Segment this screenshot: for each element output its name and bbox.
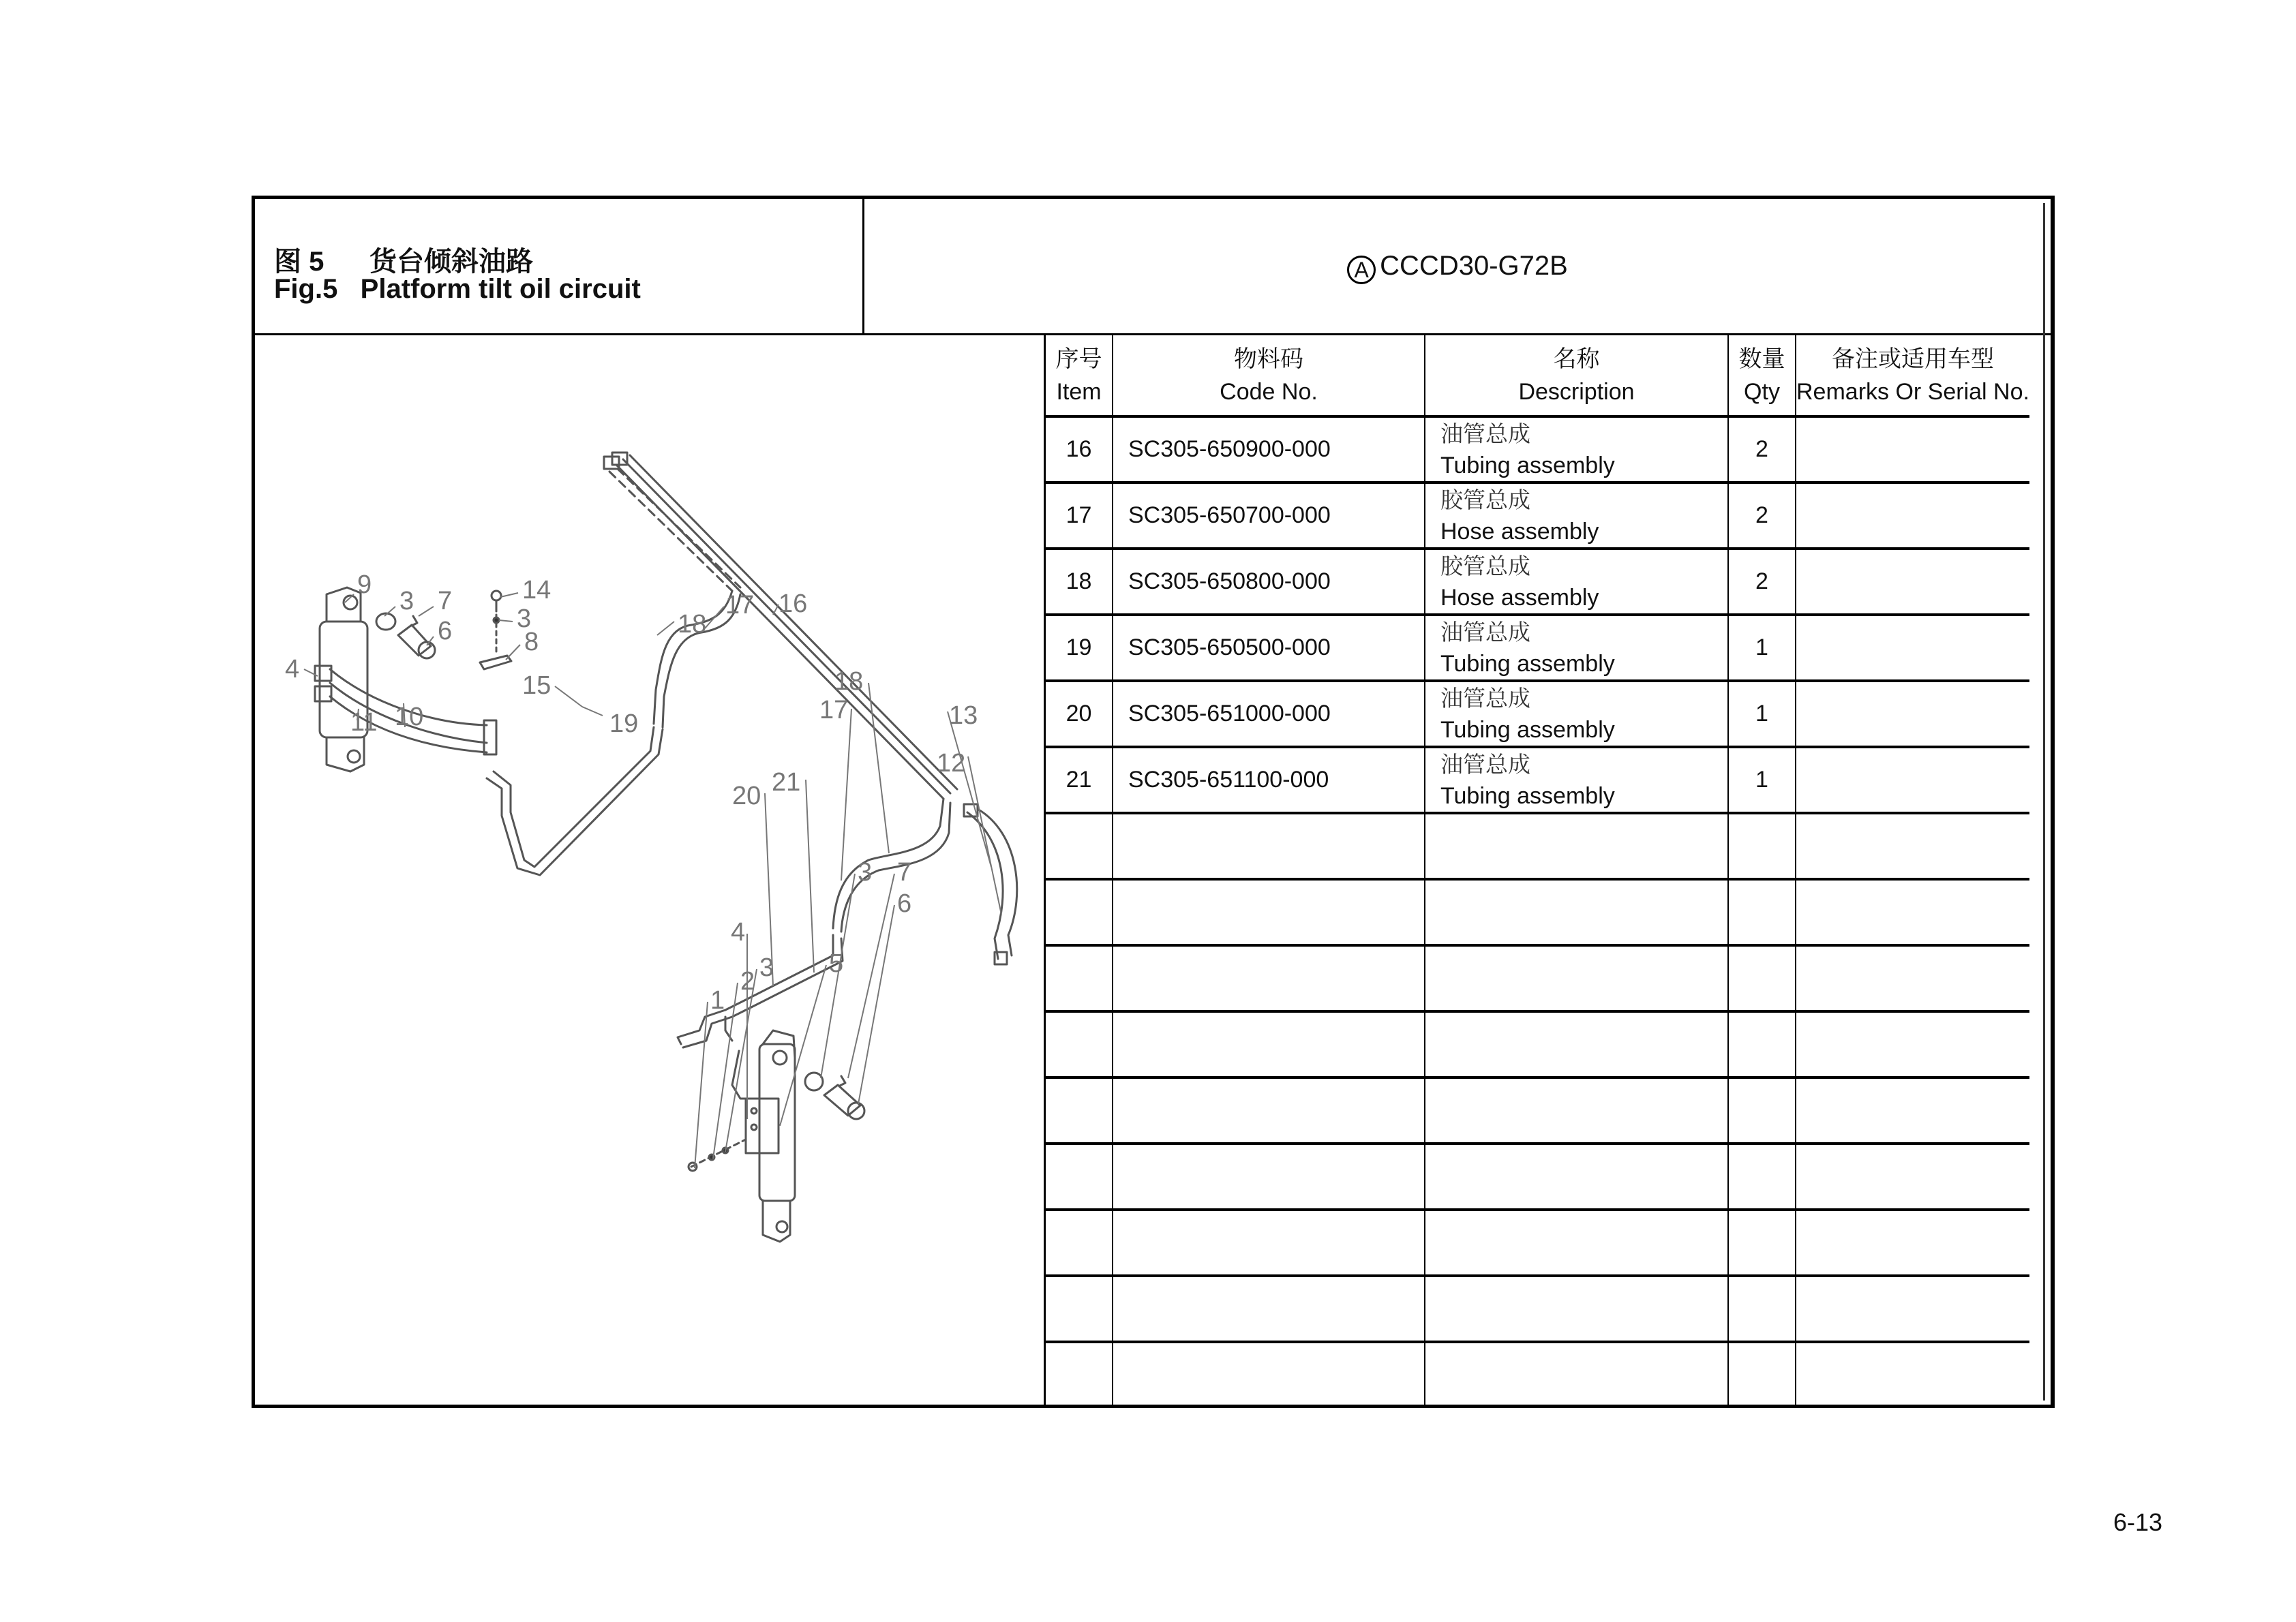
remarks-cell <box>1796 1144 2029 1210</box>
code-cell: SC305-650500-000 <box>1113 615 1425 681</box>
callout-1: 1 <box>710 986 725 1015</box>
callout-12: 12 <box>937 749 966 778</box>
figure-title-cn: 图 5 货台倾斜油路 <box>274 247 534 277</box>
callout-3: 3 <box>399 587 414 615</box>
code-cell <box>1113 945 1425 1011</box>
desc-cell: 油管总成 Tubing assembly <box>1425 747 1728 813</box>
desc-cell <box>1425 1276 1728 1342</box>
code-cell <box>1113 1144 1425 1210</box>
figure-title-en: Fig.5 Platform tilt oil circuit <box>274 274 641 304</box>
parts-page-frame <box>252 196 2055 1408</box>
qty-cell: 1 <box>1728 615 1796 681</box>
qty-cell <box>1728 1342 1796 1407</box>
callout-18: 18 <box>678 610 707 639</box>
remarks-cell <box>1796 879 2029 945</box>
qty-cell <box>1728 1077 1796 1144</box>
item-cell: 17 <box>1045 483 1113 549</box>
exploded-diagram <box>255 335 1044 1405</box>
callout-6: 6 <box>897 889 912 918</box>
table-row <box>1045 879 2029 945</box>
item-cell: 21 <box>1045 747 1113 813</box>
callout-9: 9 <box>357 570 372 599</box>
qty-cell <box>1728 813 1796 879</box>
remarks-cell <box>1796 1342 2029 1407</box>
oil-circuit-drawing-icon <box>255 335 1044 1405</box>
page-number: 6-13 <box>2113 1508 2163 1536</box>
col-qty-header: 数量 Qty <box>1728 335 1796 416</box>
qty-cell: 2 <box>1728 416 1796 483</box>
col-remarks-header: 备注或适用车型 Remarks Or Serial No. <box>1796 335 2029 416</box>
col-desc-header: 名称 Description <box>1425 335 1728 416</box>
desc-cell <box>1425 1077 1728 1144</box>
callout-18: 18 <box>834 667 864 696</box>
table-row <box>1045 1144 2029 1210</box>
desc-cell: 胶管总成 Hose assembly <box>1425 549 1728 615</box>
table-row <box>1045 615 2029 681</box>
callout-4: 4 <box>731 918 746 947</box>
code-cell <box>1113 1011 1425 1077</box>
desc-cell: 油管总成 Tubing assembly <box>1425 416 1728 483</box>
model-code-text: CCCD30-G72B <box>1380 251 1568 281</box>
callout-7: 7 <box>897 858 912 887</box>
callout-15: 15 <box>522 671 552 700</box>
parts-list-table <box>1044 335 2029 1407</box>
code-cell <box>1113 1276 1425 1342</box>
item-cell: 19 <box>1045 615 1113 681</box>
item-cell: 18 <box>1045 549 1113 615</box>
qty-cell <box>1728 945 1796 1011</box>
code-cell: SC305-650800-000 <box>1113 549 1425 615</box>
table-row <box>1045 483 2029 549</box>
callout-7: 7 <box>438 587 453 615</box>
remarks-cell <box>1796 549 2029 615</box>
callout-labels <box>285 570 978 1015</box>
circled-a-icon: A <box>1347 256 1376 284</box>
callout-3: 3 <box>517 605 532 633</box>
table-row <box>1045 681 2029 747</box>
callout-8: 8 <box>524 628 539 656</box>
qty-cell <box>1728 1011 1796 1077</box>
callout-10: 10 <box>395 703 424 731</box>
desc-cell <box>1425 945 1728 1011</box>
remarks-cell <box>1796 747 2029 813</box>
desc-cell <box>1425 1144 1728 1210</box>
table-row <box>1045 945 2029 1011</box>
callout-13: 13 <box>949 701 978 730</box>
table-header-row <box>1045 335 2029 416</box>
callout-3: 3 <box>759 953 774 982</box>
item-cell <box>1045 1077 1113 1144</box>
table-row <box>1045 1077 2029 1144</box>
remarks-cell <box>1796 945 2029 1011</box>
remarks-cell <box>1796 1210 2029 1276</box>
code-cell: SC305-650900-000 <box>1113 416 1425 483</box>
item-cell: 20 <box>1045 681 1113 747</box>
qty-cell <box>1728 879 1796 945</box>
callout-2: 2 <box>740 967 755 996</box>
callout-14: 14 <box>522 576 552 605</box>
item-cell <box>1045 813 1113 879</box>
desc-cell <box>1425 1011 1728 1077</box>
desc-cell: 油管总成 Tubing assembly <box>1425 615 1728 681</box>
col-item-header: 序号 Item <box>1045 335 1113 416</box>
desc-cell <box>1425 879 1728 945</box>
callout-17: 17 <box>725 591 755 619</box>
item-cell: 16 <box>1045 416 1113 483</box>
code-cell <box>1113 1210 1425 1276</box>
item-cell <box>1045 1342 1113 1407</box>
item-cell <box>1045 1144 1113 1210</box>
code-cell <box>1113 879 1425 945</box>
callout-21: 21 <box>772 768 801 797</box>
remarks-cell <box>1796 416 2029 483</box>
item-cell <box>1045 1276 1113 1342</box>
callout-19: 19 <box>609 709 639 738</box>
model-code <box>864 251 2051 284</box>
desc-cell <box>1425 1342 1728 1407</box>
callout-5: 5 <box>829 949 844 978</box>
model-code-cell <box>864 199 2051 335</box>
remarks-cell <box>1796 615 2029 681</box>
table-row <box>1045 813 2029 879</box>
desc-cell <box>1425 1210 1728 1276</box>
callout-4: 4 <box>285 655 300 684</box>
item-cell <box>1045 1011 1113 1077</box>
qty-cell: 2 <box>1728 549 1796 615</box>
item-cell <box>1045 945 1113 1011</box>
table-row <box>1045 416 2029 483</box>
table-row <box>1045 1011 2029 1077</box>
remarks-cell <box>1796 1077 2029 1144</box>
qty-cell <box>1728 1276 1796 1342</box>
remarks-cell <box>1796 1011 2029 1077</box>
table-row <box>1045 549 2029 615</box>
desc-cell <box>1425 813 1728 879</box>
remarks-cell <box>1796 813 2029 879</box>
desc-cell: 胶管总成 Hose assembly <box>1425 483 1728 549</box>
qty-cell <box>1728 1144 1796 1210</box>
callout-3: 3 <box>858 858 873 887</box>
callout-20: 20 <box>732 782 761 810</box>
remarks-cell <box>1796 1276 2029 1342</box>
qty-cell <box>1728 1210 1796 1276</box>
qty-cell: 2 <box>1728 483 1796 549</box>
table-row <box>1045 1276 2029 1342</box>
qty-cell: 1 <box>1728 747 1796 813</box>
code-cell <box>1113 1342 1425 1407</box>
item-cell <box>1045 879 1113 945</box>
table-row <box>1045 1342 2029 1407</box>
figure-title-cell <box>255 199 864 335</box>
qty-cell: 1 <box>1728 681 1796 747</box>
callout-11: 11 <box>350 708 378 737</box>
code-cell: SC305-651000-000 <box>1113 681 1425 747</box>
callout-17: 17 <box>819 696 849 724</box>
code-cell <box>1113 1077 1425 1144</box>
code-cell: SC305-650700-000 <box>1113 483 1425 549</box>
col-code-header: 物料码 Code No. <box>1113 335 1425 416</box>
callout-6: 6 <box>438 617 453 645</box>
table-row <box>1045 747 2029 813</box>
desc-cell: 油管总成 Tubing assembly <box>1425 681 1728 747</box>
callout-16: 16 <box>779 590 808 618</box>
table-row <box>1045 1210 2029 1276</box>
code-cell <box>1113 813 1425 879</box>
item-cell <box>1045 1210 1113 1276</box>
remarks-cell <box>1796 681 2029 747</box>
remarks-cell <box>1796 483 2029 549</box>
code-cell: SC305-651100-000 <box>1113 747 1425 813</box>
